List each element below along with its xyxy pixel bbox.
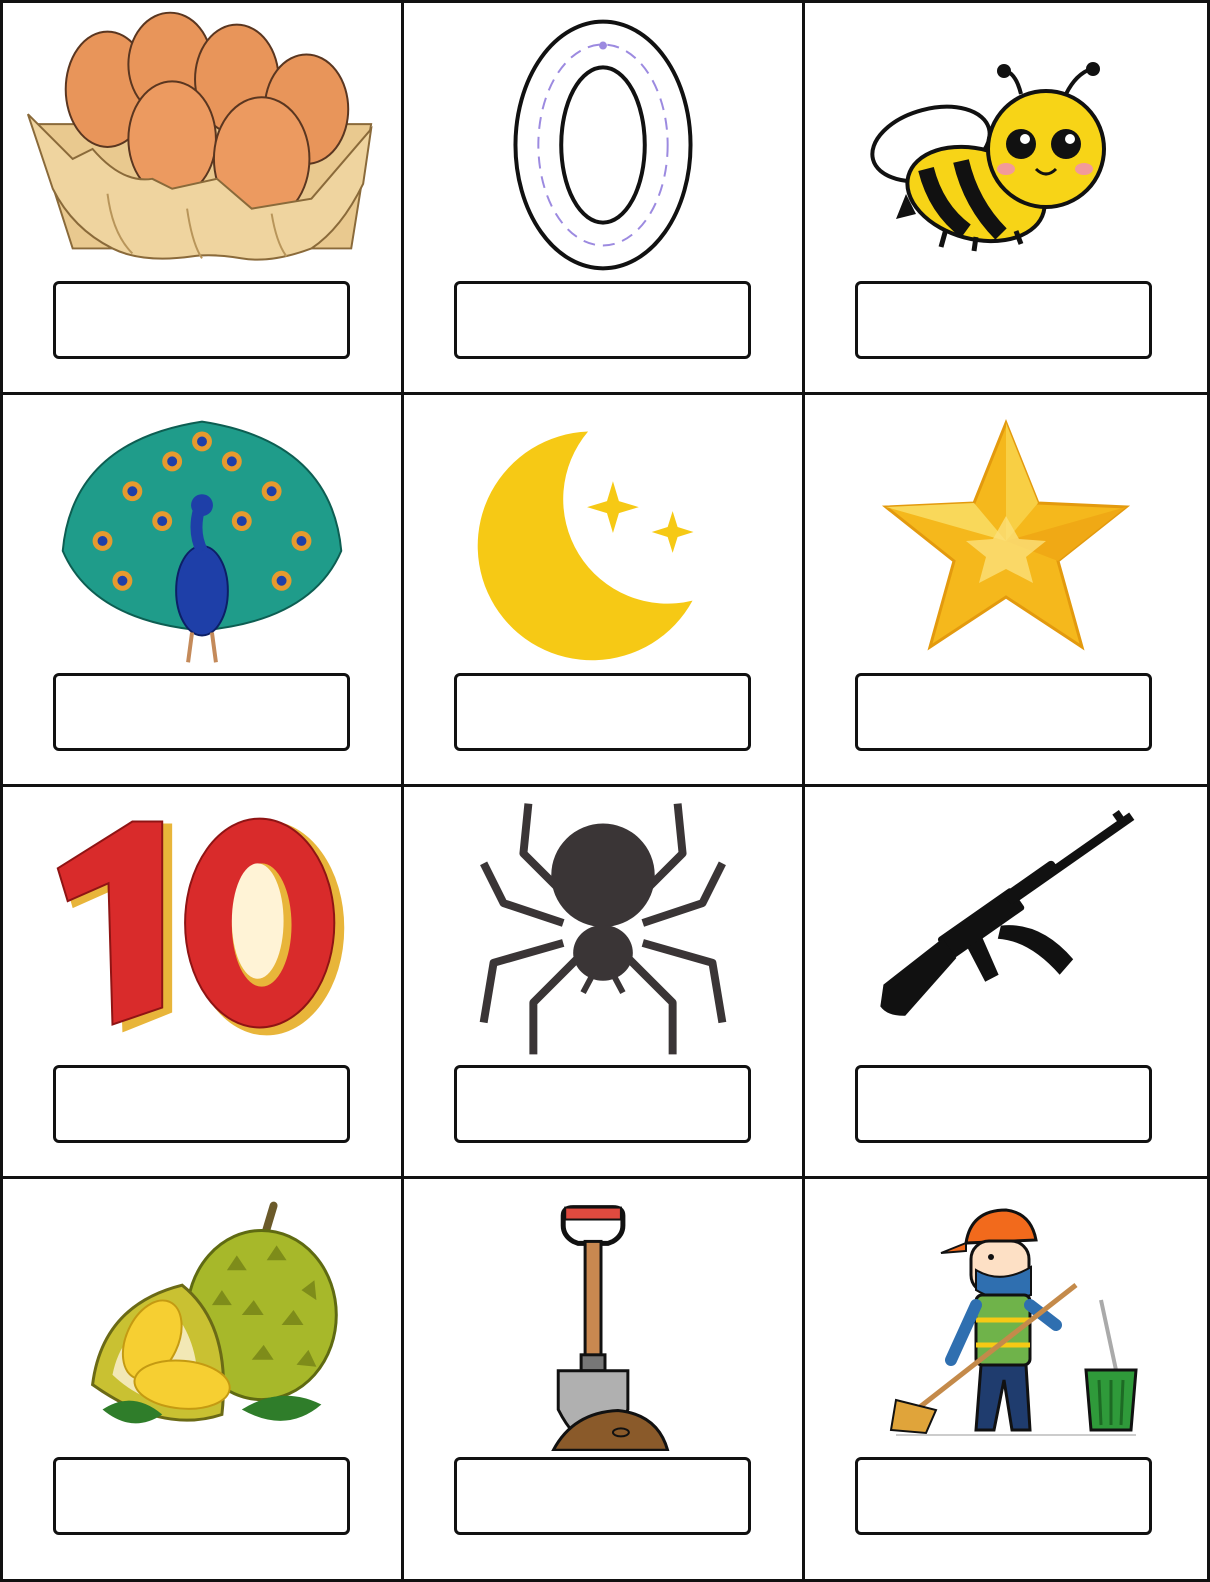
cell-number-ten xyxy=(3,787,404,1179)
answer-box[interactable] xyxy=(855,673,1152,751)
cell-crescent-moon xyxy=(404,395,805,787)
bee-icon xyxy=(815,9,1197,275)
cell-number-zero xyxy=(404,3,805,395)
star-icon xyxy=(815,401,1197,667)
answer-box[interactable] xyxy=(855,1457,1152,1535)
cell-rifle xyxy=(805,787,1207,1179)
cell-bee xyxy=(805,3,1207,395)
egg-tray-icon xyxy=(13,9,391,275)
cell-peacock xyxy=(3,395,404,787)
shovel-icon xyxy=(414,1185,792,1451)
cell-star xyxy=(805,395,1207,787)
street-sweeper-icon xyxy=(815,1185,1197,1451)
answer-box[interactable] xyxy=(53,1065,350,1143)
cell-durian xyxy=(3,1179,404,1579)
cell-egg-tray xyxy=(3,3,404,395)
answer-box[interactable] xyxy=(454,1457,751,1535)
cell-shovel xyxy=(404,1179,805,1579)
answer-box[interactable] xyxy=(53,673,350,751)
crescent-moon-icon xyxy=(414,401,792,667)
answer-box[interactable] xyxy=(53,281,350,359)
spider-icon xyxy=(414,793,792,1059)
cell-spider xyxy=(404,787,805,1179)
answer-box[interactable] xyxy=(53,1457,350,1535)
answer-box[interactable] xyxy=(454,1065,751,1143)
peacock-icon xyxy=(13,401,391,667)
number-zero-tracing-icon xyxy=(414,9,792,275)
answer-box[interactable] xyxy=(454,281,751,359)
answer-box[interactable] xyxy=(855,1065,1152,1143)
number-ten-icon xyxy=(13,793,391,1059)
rifle-icon xyxy=(815,793,1197,1059)
durian-icon xyxy=(13,1185,391,1451)
answer-box[interactable] xyxy=(855,281,1152,359)
answer-box[interactable] xyxy=(454,673,751,751)
cell-street-sweeper xyxy=(805,1179,1207,1579)
